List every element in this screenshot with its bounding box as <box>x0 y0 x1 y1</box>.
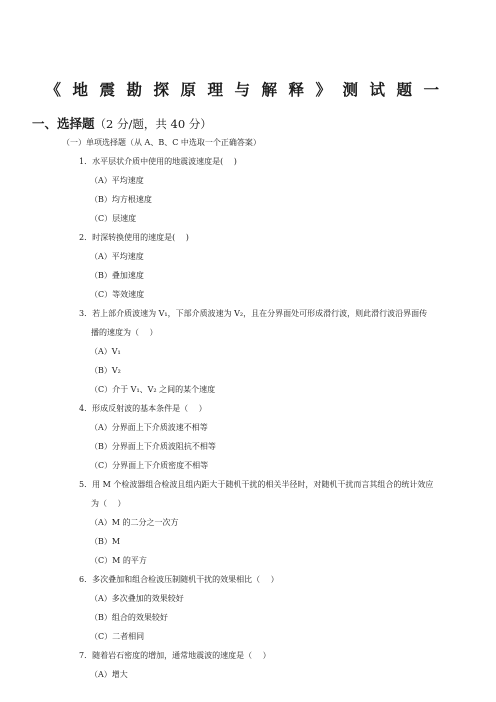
question-5-option-c: （C）M 的平方 <box>90 556 147 565</box>
question-5: 5．用 M 个检波器组合检波且组内距大于随机干扰的相关半径时，对随机干扰而言其组合的统计效应 <box>79 480 434 489</box>
question-2-option-a: （A）平均速度 <box>90 252 144 261</box>
question-5-option-a: （A）M 的二分之一次方 <box>90 518 179 527</box>
question-7-option-a: （A）增大 <box>90 670 128 679</box>
subsection-heading: （一）单项选择题（从 A、B、C 中选取一个正确答案） <box>62 138 261 147</box>
question-5-continuation: 为（ ） <box>91 499 126 508</box>
question-1-option-a: （A）平均速度 <box>90 176 144 185</box>
question-2-option-c: （C）等效速度 <box>90 290 145 299</box>
question-2-option-b: （B）叠加速度 <box>90 271 144 280</box>
section-heading <box>32 114 212 132</box>
section-score-note: （2 分/题，共 40 分） <box>94 117 212 131</box>
question-1-option-b: （B）均方根速度 <box>90 195 152 204</box>
question-3-option-a: （A）V₁ <box>90 347 121 356</box>
question-7: 7．随着岩石密度的增加，通常地震波的速度是（ ） <box>79 651 271 660</box>
question-3-option-c: （C）介于 V₁、V₂ 之间的某个速度 <box>90 385 216 394</box>
question-4-option-c: （C）分界面上下介质密度不相等 <box>90 461 209 470</box>
question-3: 3．若上部介质波速为 V₁，下部介质波速为 V₂，且在分界面处可形成滑行波，则此滑行波沿界面传 <box>79 309 428 318</box>
question-6-option-c: （C）二者相同 <box>90 632 145 641</box>
question-1: 1．水平层状介质中使用的地震波速度是( ) <box>79 157 237 166</box>
question-3-continuation: 播的速度为（ ） <box>91 328 158 337</box>
question-5-option-b: （B）M <box>90 537 121 546</box>
page-title: 《地震勘探原理与解释》测试题一 <box>45 80 451 99</box>
question-6-option-a: （A）多次叠加的效果较好 <box>90 594 184 603</box>
question-4: 4．形成反射波的基本条件是（ ） <box>79 404 207 413</box>
question-3-option-b: （B）V₂ <box>90 366 121 375</box>
section-title: 一、选择题 <box>32 116 95 131</box>
question-4-option-b: （B）分界面上下介质波阻抗不相等 <box>90 442 216 451</box>
question-6-option-b: （B）组合的效果较好 <box>90 613 168 622</box>
question-1-option-c: （C）层速度 <box>90 214 137 223</box>
question-4-option-a: （A）分界面上下介质波速不相等 <box>90 423 208 432</box>
question-6: 6．多次叠加和组合检波压制随机干扰的效果相比（ ） <box>79 575 279 584</box>
question-2: 2．时深转换使用的速度是( ) <box>79 233 189 242</box>
